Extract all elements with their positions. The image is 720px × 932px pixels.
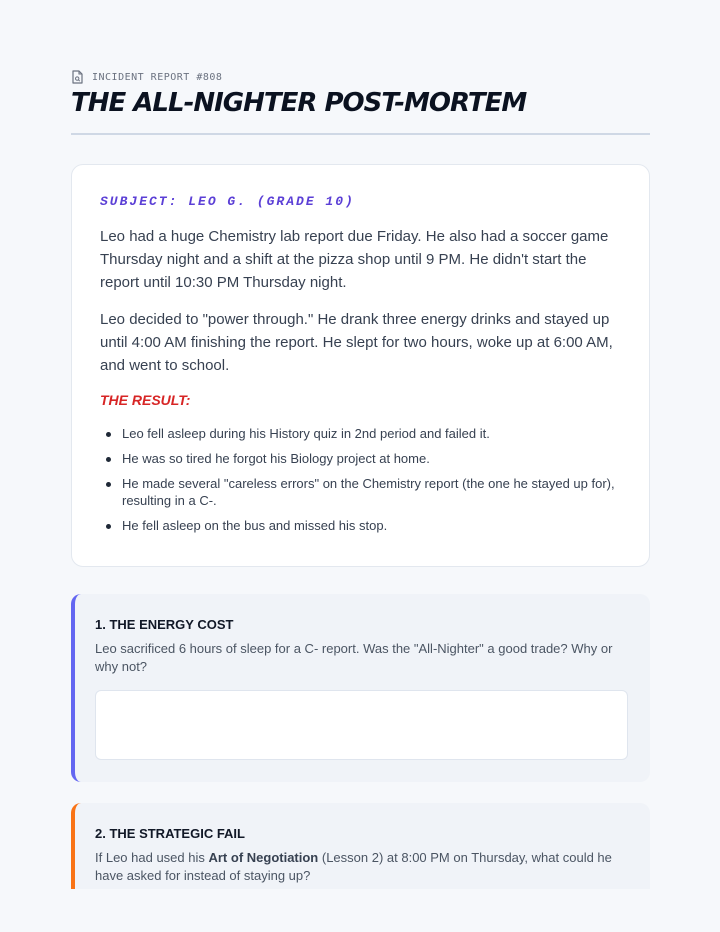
question-strategic-fail: [71, 803, 650, 889]
list-item: Leo fell asleep during his History quiz in 2nd period and failed it.: [100, 425, 620, 442]
story-paragraph: Leo had a huge Chemistry lab report due Friday. He also had a soccer game Thursday night and a shift at the pizza shop until 9 PM. He didn't start the report until 10:30 PM Thursday night.: [100, 228, 609, 291]
title-divider: [71, 133, 650, 135]
result-list: [100, 425, 621, 534]
list-item: He fell asleep on the bus and missed his stop.: [100, 517, 620, 534]
result-heading: THE RESULT:: [100, 392, 191, 408]
list-item: He was so tired he forgot his Biology project at home.: [100, 450, 620, 467]
incident-card: [71, 164, 650, 567]
story-paragraph: Leo decided to "power through." He drank three energy drinks and stayed up until 4:00 AM finishing the report. He slept for two hours, woke up at 6:00 AM, and went to school.: [100, 311, 613, 374]
subject-line: SUBJECT: LEO G. (GRADE 10): [100, 194, 355, 209]
document-icon: [71, 70, 84, 84]
report-number: INCIDENT REPORT #808: [92, 71, 223, 83]
question-energy-cost: [71, 594, 650, 782]
page-title: THE ALL-NIGHTER POST-MORTEM: [71, 88, 527, 118]
answer-field[interactable]: [95, 690, 628, 760]
list-item: He made several "careless errors" on the Chemistry report (the one he stayed up for), resulting in a C-.: [100, 475, 620, 509]
lesson-reference: Art of Negotiation: [208, 850, 319, 865]
question-text: [95, 849, 630, 885]
question-title: 1. THE ENERGY COST: [95, 617, 234, 632]
question-title: 2. THE STRATEGIC FAIL: [95, 826, 245, 841]
question-text-part: (Lesson 2) at 8:00 PM on Thursday, what could he have asked for instead of staying up?: [95, 850, 612, 883]
question-text: Leo sacrificed 6 hours of sleep for a C- report. Was the "All-Nighter" a good trade? Why or why not?: [95, 641, 613, 674]
report-eyebrow: [71, 70, 222, 84]
question-text-part: If Leo had used his: [95, 850, 209, 865]
